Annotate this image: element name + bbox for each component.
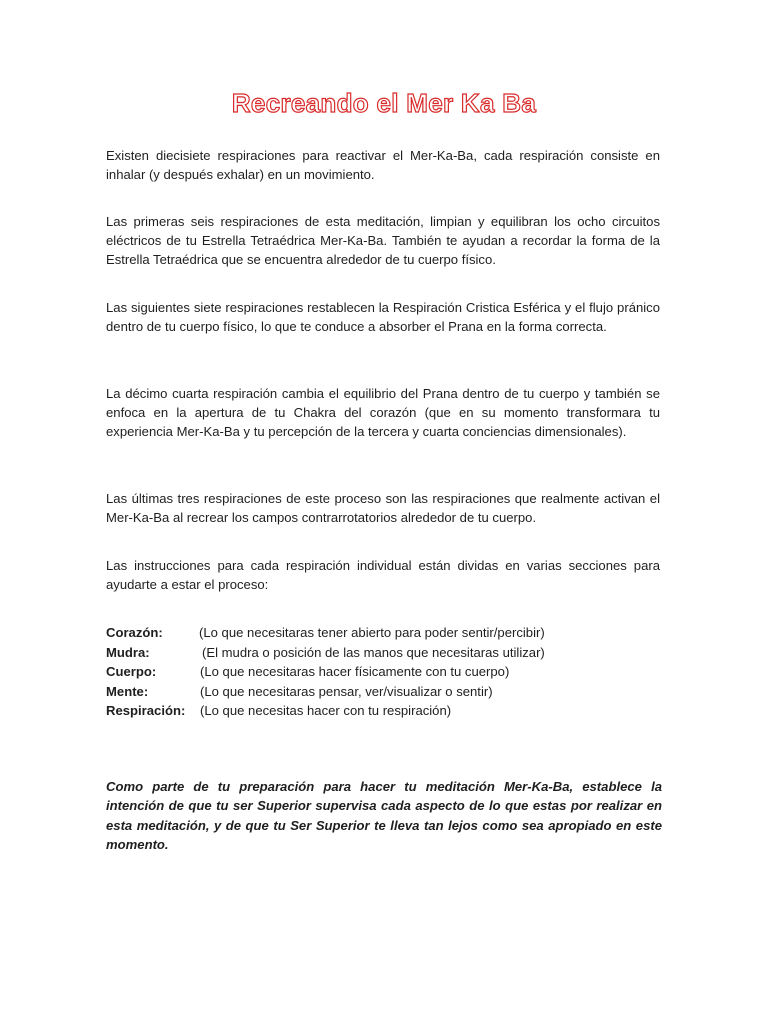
legend-row-cuerpo [106,662,666,682]
legend-row-respiracion [106,701,666,721]
legend-key: Cuerpo: [106,664,157,679]
paragraph-first-six-breaths: Las primeras seis respiraciones de esta meditación, limpian y equilibran los ocho circuitos eléctricos de tu Estrella Tetraédrica Mer-Ka-Ba. También te ayudan a recordar la forma de la Estrella Tetraédrica que se encuentra alrededor de tu cuerpo físico. [106,214,660,267]
legend-value: (Lo que necesitas hacer con tu respiración) [200,703,452,718]
sections-legend [106,623,666,721]
legend-row-mente [106,682,666,702]
legend-row-corazon [106,623,666,643]
legend-key: Mudra: [106,644,150,660]
legend-value: (Lo que necesitaras tener abierto para poder sentir/percibir) [199,625,545,640]
document-title: Recreando el Mer Ka Ba [231,88,537,118]
paragraph-intro: Existen diecisiete respiraciones para reactivar el Mer-Ka-Ba, cada respiración consiste en inhalar (y después exhalar) en un movimiento. [106,148,660,182]
legend-key: Corazón: [106,625,163,640]
paragraph-fourteenth-breath: La décimo cuarta respiración cambia el equilibrio del Prana dentro de tu cuerpo y también se enfoca en la apertura de tu Chakra del corazón (que en su momento transformara tu experiencia Mer-Ka-Ba y tu percepción de la tercera y cuarta conciencias dimensionales). [106,386,660,439]
legend-value: (El mudra o posición de las manos que necesitaras utilizar) [202,644,545,660]
paragraph-last-three-breaths: Las últimas tres respiraciones de este proceso son las respiraciones que realmente activan el Mer-Ka-Ba al recrear los campos contrarrotatorios alrededor de tu cuerpo. [106,491,660,525]
legend-value: (Lo que necesitaras pensar, ver/visualizar o sentir) [200,683,493,699]
legend-key: Mente: [106,683,149,699]
paragraph-next-seven-breaths: Las siguientes siete respiraciones restablecen la Respiración Cristica Esférica y el flujo pránico dentro de tu cuerpo físico, lo que te conduce a absorber el Prana en la forma correcta. [106,300,660,334]
paragraph-instructions: Las instrucciones para cada respiración individual están dividas en varias secciones para ayudarte a estar el proceso: [106,558,660,592]
legend-value: (Lo que necesitaras hacer físicamente con tu cuerpo) [200,664,510,679]
legend-key: Respiración: [106,703,186,718]
legend-row-mudra [106,643,666,663]
closing-paragraph: Como parte de tu preparación para hacer tu meditación Mer-Ka-Ba, establece la intención de que tu ser Superior supervisa cada aspecto de lo que estas por realizar en esta meditación, y de que tu Ser Superior te lleva tan lejos como sea apropiado en este momento. [106,779,662,852]
